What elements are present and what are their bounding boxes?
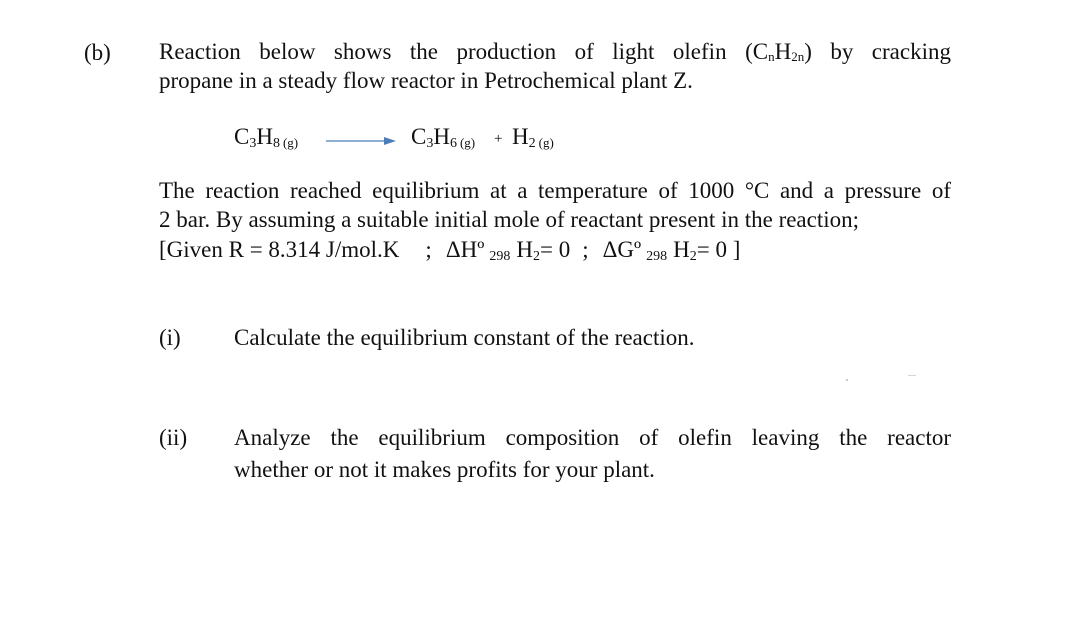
part-i-text: Calculate the equilibrium constant of the reaction. bbox=[234, 325, 695, 350]
given-dh: ΔHº bbox=[445, 237, 485, 262]
intro-paragraph bbox=[159, 38, 951, 66]
given-dg: ΔGº bbox=[602, 237, 642, 262]
speck-mark bbox=[846, 379, 848, 381]
conditions-paragraph bbox=[159, 177, 951, 205]
plus-sign: + bbox=[494, 131, 503, 147]
given-constants: [Given R = 8.314 J/mol.K ; ΔHº $_{298}$ $H_2= 0$ ; ΔGº $_{298}$ $H_2= 0$ ] bbox=[159, 237, 741, 264]
condition-line-2: 2 bar. By assuming a suitable initial mole of reactant present in the reaction; bbox=[159, 207, 860, 232]
speck-mark bbox=[908, 375, 916, 376]
part-i-label: (i) bbox=[159, 325, 181, 350]
reactant-propane: $C_3H_8$ (g) bbox=[234, 124, 299, 151]
product-propylene: $C_3H_6$ (g) bbox=[411, 124, 476, 151]
part-ii-line-1: Analyze the equilibrium composition of olefin leaving the reactor bbox=[234, 425, 951, 450]
intro-line-2: propane in a steady flow reactor in Petrochemical plant Z. bbox=[159, 68, 693, 93]
intro-line-1: Reaction below shows the production of light olefin (CnH2n) by cracking bbox=[159, 39, 951, 64]
part-ii-line-2: whether or not it makes profits for your plant. bbox=[234, 457, 655, 482]
olefin-2n-sub: 2n bbox=[791, 49, 805, 64]
given-r: [Given R = 8.314 J/mol.K bbox=[159, 237, 400, 262]
product-hydrogen: $H_2$ (g) bbox=[512, 124, 554, 151]
reaction-arrow-icon bbox=[326, 135, 398, 147]
olefin-close: ) by cracking bbox=[804, 39, 951, 64]
part-ii-label: (ii) bbox=[159, 425, 188, 450]
condition-line-1: The reaction reached equilibrium at a temperature of 1000 °C and a pressure of bbox=[159, 178, 951, 203]
olefin-h: H bbox=[774, 39, 792, 64]
part-ii-paragraph bbox=[234, 424, 951, 452]
olefin-n-sub: n bbox=[768, 49, 775, 64]
question-label: (b) bbox=[84, 40, 111, 65]
olefin-open: (C bbox=[745, 39, 769, 64]
